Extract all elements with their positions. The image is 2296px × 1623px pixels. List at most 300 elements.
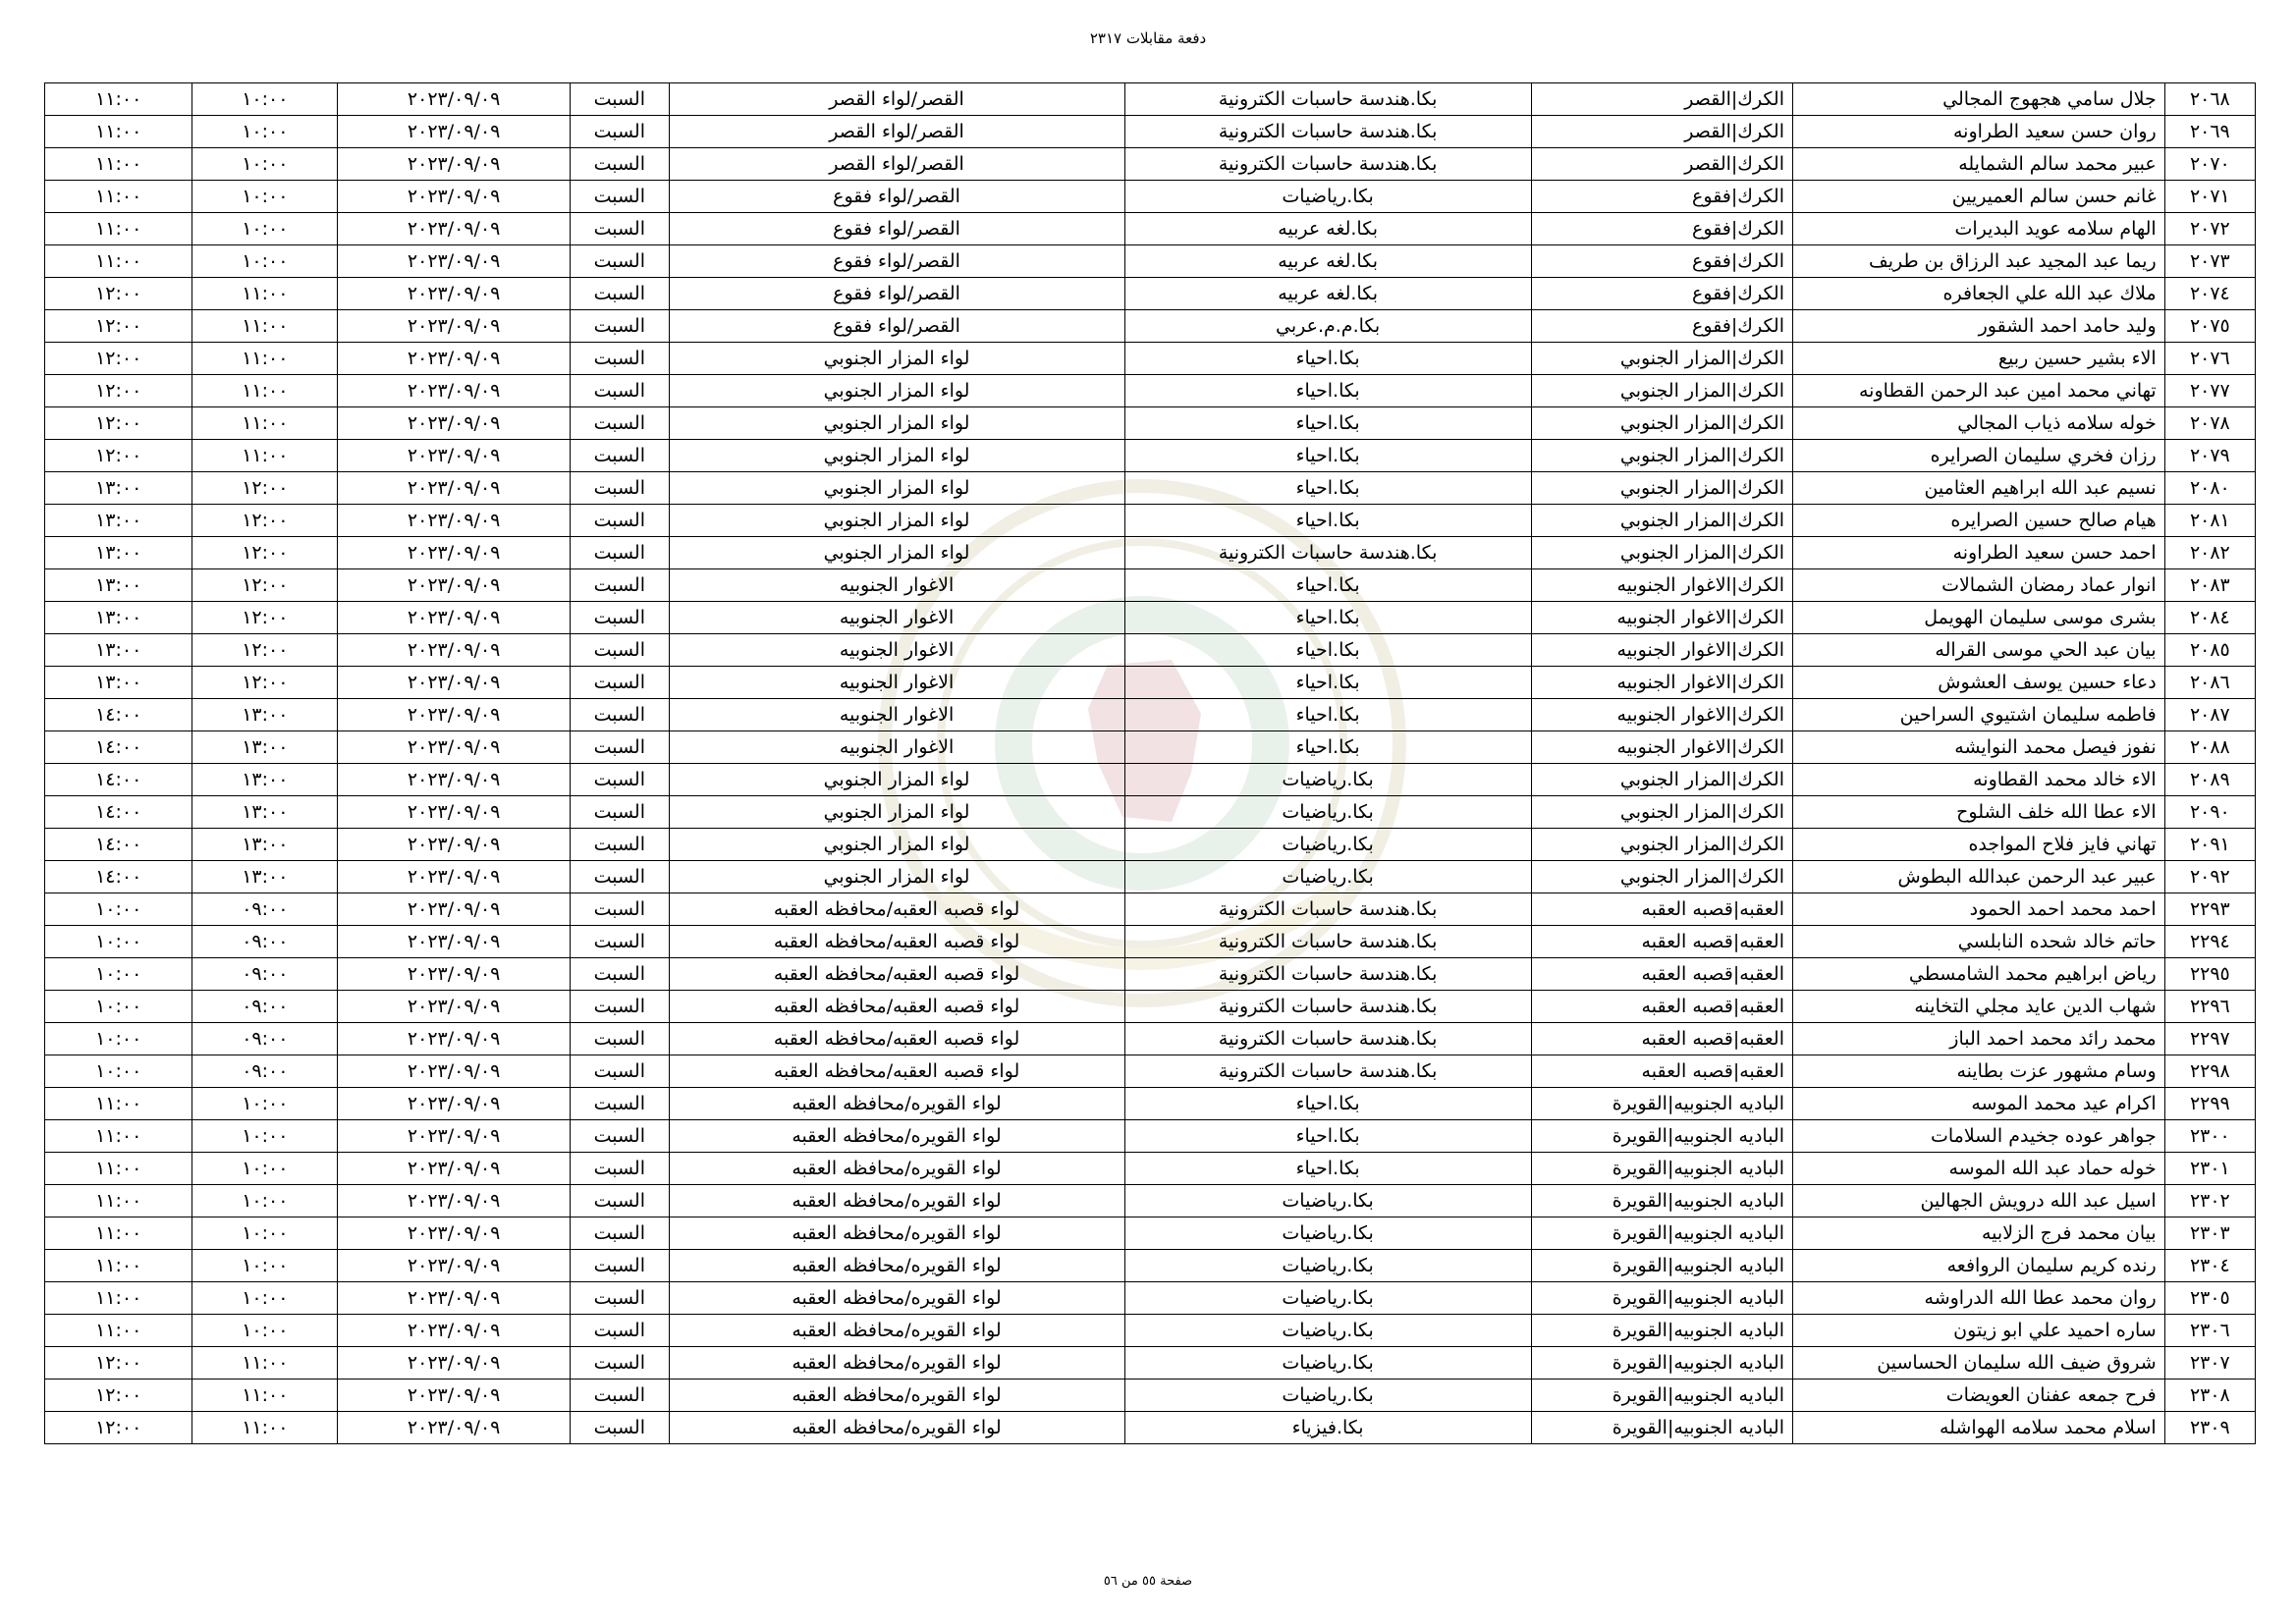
interview-location-cell: لواء القويره/محافظه العقبه bbox=[669, 1153, 1124, 1185]
interview-location-cell: لواء المزار الجنوبي bbox=[669, 375, 1124, 407]
candidate-name-cell: وليد حامد احمد الشقور bbox=[1793, 310, 2165, 343]
end-time-cell: ١٢:٠٠ bbox=[45, 1380, 192, 1412]
major-cell: بكا.رياضيات bbox=[1124, 181, 1531, 213]
end-time-cell: ١٠:٠٠ bbox=[45, 991, 192, 1023]
start-time-cell: ١١:٠٠ bbox=[192, 1380, 338, 1412]
interview-location-cell: لواء القويره/محافظه العقبه bbox=[669, 1250, 1124, 1282]
region-cell: الكرك|المزار الجنوبي bbox=[1531, 407, 1792, 440]
interview-date-cell: ٢٠٢٣/٠٩/٠٩ bbox=[338, 991, 571, 1023]
interview-location-cell: لواء المزار الجنوبي bbox=[669, 829, 1124, 861]
interview-date-cell: ٢٠٢٣/٠٩/٠٩ bbox=[338, 116, 571, 148]
table-row bbox=[45, 991, 2256, 1023]
end-time-cell: ١١:٠٠ bbox=[45, 1088, 192, 1120]
end-time-cell: ١٢:٠٠ bbox=[45, 375, 192, 407]
interview-location-cell: لواء المزار الجنوبي bbox=[669, 343, 1124, 375]
major-cell: بكا.احياء bbox=[1124, 667, 1531, 699]
interview-location-cell: لواء القويره/محافظه العقبه bbox=[669, 1185, 1124, 1217]
interview-date-cell: ٢٠٢٣/٠٩/٠٩ bbox=[338, 1282, 571, 1315]
interview-location-cell: لواء القويره/محافظه العقبه bbox=[669, 1380, 1124, 1412]
interview-day-cell: السبت bbox=[570, 1412, 669, 1444]
major-cell: بكا.هندسة حاسبات الكترونية bbox=[1124, 958, 1531, 991]
region-cell: العقبه|قصبه العقبه bbox=[1531, 1023, 1792, 1055]
row-number-cell: ٢٣٠٣ bbox=[2164, 1217, 2255, 1250]
candidate-name-cell: بشرى موسى سليمان الهويمل bbox=[1793, 602, 2165, 634]
interview-location-cell: الاغوار الجنوبيه bbox=[669, 731, 1124, 764]
row-number-cell: ٢٢٩٥ bbox=[2164, 958, 2255, 991]
interview-date-cell: ٢٠٢٣/٠٩/٠٩ bbox=[338, 764, 571, 796]
interview-date-cell: ٢٠٢٣/٠٩/٠٩ bbox=[338, 1250, 571, 1282]
row-number-cell: ٢٠٧٥ bbox=[2164, 310, 2255, 343]
interview-location-cell: لواء القويره/محافظه العقبه bbox=[669, 1088, 1124, 1120]
start-time-cell: ١١:٠٠ bbox=[192, 440, 338, 472]
interview-date-cell: ٢٠٢٣/٠٩/٠٩ bbox=[338, 440, 571, 472]
candidate-name-cell: تهاني فايز فلاح المواجده bbox=[1793, 829, 2165, 861]
row-number-cell: ٢٣٠٦ bbox=[2164, 1315, 2255, 1347]
table-row bbox=[45, 602, 2256, 634]
table-row bbox=[45, 1153, 2256, 1185]
region-cell: الباديه الجنوبيه|القويرة bbox=[1531, 1282, 1792, 1315]
end-time-cell: ١١:٠٠ bbox=[45, 148, 192, 181]
table-row bbox=[45, 83, 2256, 116]
table-row bbox=[45, 1023, 2256, 1055]
start-time-cell: ١٣:٠٠ bbox=[192, 699, 338, 731]
end-time-cell: ١٣:٠٠ bbox=[45, 602, 192, 634]
interview-day-cell: السبت bbox=[570, 407, 669, 440]
interview-date-cell: ٢٠٢٣/٠٩/٠٩ bbox=[338, 213, 571, 245]
table-row bbox=[45, 343, 2256, 375]
major-cell: بكا.رياضيات bbox=[1124, 1217, 1531, 1250]
table-row bbox=[45, 1250, 2256, 1282]
major-cell: بكا.هندسة حاسبات الكترونية bbox=[1124, 1023, 1531, 1055]
table-row bbox=[45, 278, 2256, 310]
row-number-cell: ٢٣٠٧ bbox=[2164, 1347, 2255, 1380]
interview-date-cell: ٢٠٢٣/٠٩/٠٩ bbox=[338, 569, 571, 602]
region-cell: الباديه الجنوبيه|القويرة bbox=[1531, 1120, 1792, 1153]
major-cell: بكا.رياضيات bbox=[1124, 1185, 1531, 1217]
end-time-cell: ١٤:٠٠ bbox=[45, 796, 192, 829]
candidate-name-cell: فاطمه سليمان اشتيوي السراحين bbox=[1793, 699, 2165, 731]
row-number-cell: ٢٣٠٠ bbox=[2164, 1120, 2255, 1153]
region-cell: العقبه|قصبه العقبه bbox=[1531, 991, 1792, 1023]
interview-day-cell: السبت bbox=[570, 310, 669, 343]
table-body bbox=[45, 83, 2256, 1444]
interview-location-cell: لواء المزار الجنوبي bbox=[669, 861, 1124, 893]
candidate-name-cell: روان محمد عطا الله الدراوشه bbox=[1793, 1282, 2165, 1315]
interview-date-cell: ٢٠٢٣/٠٩/٠٩ bbox=[338, 1055, 571, 1088]
interview-location-cell: القصر/لواء فقوع bbox=[669, 181, 1124, 213]
row-number-cell: ٢٠٧٧ bbox=[2164, 375, 2255, 407]
major-cell: بكا.احياء bbox=[1124, 505, 1531, 537]
interview-location-cell: لواء القويره/محافظه العقبه bbox=[669, 1315, 1124, 1347]
interview-day-cell: السبت bbox=[570, 1282, 669, 1315]
interview-date-cell: ٢٠٢٣/٠٩/٠٩ bbox=[338, 1380, 571, 1412]
candidate-name-cell: الهام سلامه عويد البديرات bbox=[1793, 213, 2165, 245]
region-cell: الباديه الجنوبيه|القويرة bbox=[1531, 1412, 1792, 1444]
interview-date-cell: ٢٠٢٣/٠٩/٠٩ bbox=[338, 1347, 571, 1380]
end-time-cell: ١٢:٠٠ bbox=[45, 407, 192, 440]
major-cell: بكا.رياضيات bbox=[1124, 1347, 1531, 1380]
start-time-cell: ١٠:٠٠ bbox=[192, 1217, 338, 1250]
interview-date-cell: ٢٠٢٣/٠٩/٠٩ bbox=[338, 148, 571, 181]
end-time-cell: ١١:٠٠ bbox=[45, 1217, 192, 1250]
row-number-cell: ٢٠٨٥ bbox=[2164, 634, 2255, 667]
start-time-cell: ١٢:٠٠ bbox=[192, 505, 338, 537]
major-cell: بكا.رياضيات bbox=[1124, 1380, 1531, 1412]
interview-location-cell: القصر/لواء القصر bbox=[669, 148, 1124, 181]
major-cell: بكا.احياء bbox=[1124, 731, 1531, 764]
major-cell: بكا.هندسة حاسبات الكترونية bbox=[1124, 83, 1531, 116]
start-time-cell: ٠٩:٠٠ bbox=[192, 926, 338, 958]
row-number-cell: ٢٠٦٩ bbox=[2164, 116, 2255, 148]
end-time-cell: ١٠:٠٠ bbox=[45, 958, 192, 991]
region-cell: الكرك|المزار الجنوبي bbox=[1531, 472, 1792, 505]
row-number-cell: ٢٣٠٤ bbox=[2164, 1250, 2255, 1282]
interview-date-cell: ٢٠٢٣/٠٩/٠٩ bbox=[338, 602, 571, 634]
row-number-cell: ٢٠٨٢ bbox=[2164, 537, 2255, 569]
region-cell: الكرك|المزار الجنوبي bbox=[1531, 375, 1792, 407]
major-cell: بكا.احياء bbox=[1124, 472, 1531, 505]
major-cell: بكا.رياضيات bbox=[1124, 796, 1531, 829]
interview-day-cell: السبت bbox=[570, 213, 669, 245]
interview-day-cell: السبت bbox=[570, 764, 669, 796]
candidate-name-cell: غانم حسن سالم العميريين bbox=[1793, 181, 2165, 213]
row-number-cell: ٢٠٨٤ bbox=[2164, 602, 2255, 634]
interview-schedule-table bbox=[44, 82, 2256, 1444]
interview-day-cell: السبت bbox=[570, 278, 669, 310]
major-cell: بكا.احياء bbox=[1124, 375, 1531, 407]
end-time-cell: ١١:٠٠ bbox=[45, 245, 192, 278]
region-cell: الكرك|الاغوار الجنوبيه bbox=[1531, 667, 1792, 699]
candidate-name-cell: روان حسن سعيد الطراونه bbox=[1793, 116, 2165, 148]
table-row bbox=[45, 569, 2256, 602]
region-cell: الباديه الجنوبيه|القويرة bbox=[1531, 1088, 1792, 1120]
interview-day-cell: السبت bbox=[570, 893, 669, 926]
start-time-cell: ١٠:٠٠ bbox=[192, 1120, 338, 1153]
major-cell: بكا.لغه عربيه bbox=[1124, 213, 1531, 245]
row-number-cell: ٢٠٦٨ bbox=[2164, 83, 2255, 116]
interview-location-cell: لواء قصبه العقبه/محافظه العقبه bbox=[669, 893, 1124, 926]
region-cell: الكرك|فقوع bbox=[1531, 181, 1792, 213]
interview-location-cell: لواء القويره/محافظه العقبه bbox=[669, 1120, 1124, 1153]
interview-date-cell: ٢٠٢٣/٠٩/٠٩ bbox=[338, 181, 571, 213]
interview-date-cell: ٢٠٢٣/٠٩/٠٩ bbox=[338, 1023, 571, 1055]
start-time-cell: ١٢:٠٠ bbox=[192, 602, 338, 634]
interview-date-cell: ٢٠٢٣/٠٩/٠٩ bbox=[338, 796, 571, 829]
interview-day-cell: السبت bbox=[570, 861, 669, 893]
start-time-cell: ١٠:٠٠ bbox=[192, 1282, 338, 1315]
major-cell: بكا.احياء bbox=[1124, 569, 1531, 602]
interview-location-cell: لواء القويره/محافظه العقبه bbox=[669, 1347, 1124, 1380]
end-time-cell: ١٠:٠٠ bbox=[45, 1055, 192, 1088]
end-time-cell: ١٢:٠٠ bbox=[45, 278, 192, 310]
interview-day-cell: السبت bbox=[570, 699, 669, 731]
row-number-cell: ٢٠٨٣ bbox=[2164, 569, 2255, 602]
interview-location-cell: القصر/لواء فقوع bbox=[669, 245, 1124, 278]
major-cell: بكا.احياء bbox=[1124, 1088, 1531, 1120]
interview-day-cell: السبت bbox=[570, 245, 669, 278]
candidate-name-cell: هيام صالح حسين الصرايره bbox=[1793, 505, 2165, 537]
candidate-name-cell: ملاك عبد الله علي الجعافره bbox=[1793, 278, 2165, 310]
region-cell: الكرك|المزار الجنوبي bbox=[1531, 861, 1792, 893]
major-cell: بكا.فيزياء bbox=[1124, 1412, 1531, 1444]
interview-location-cell: لواء المزار الجنوبي bbox=[669, 407, 1124, 440]
interview-date-cell: ٢٠٢٣/٠٩/٠٩ bbox=[338, 699, 571, 731]
interview-location-cell: القصر/لواء القصر bbox=[669, 116, 1124, 148]
row-number-cell: ٢٠٨٧ bbox=[2164, 699, 2255, 731]
row-number-cell: ٢٠٨٠ bbox=[2164, 472, 2255, 505]
start-time-cell: ١٢:٠٠ bbox=[192, 537, 338, 569]
start-time-cell: ١١:٠٠ bbox=[192, 1347, 338, 1380]
interview-day-cell: السبت bbox=[570, 505, 669, 537]
interview-day-cell: السبت bbox=[570, 829, 669, 861]
end-time-cell: ١٣:٠٠ bbox=[45, 569, 192, 602]
candidate-name-cell: تهاني محمد امين عبد الرحمن القطاونه bbox=[1793, 375, 2165, 407]
region-cell: الكرك|الاغوار الجنوبيه bbox=[1531, 602, 1792, 634]
table-row bbox=[45, 731, 2256, 764]
end-time-cell: ١٢:٠٠ bbox=[45, 310, 192, 343]
region-cell: العقبه|قصبه العقبه bbox=[1531, 958, 1792, 991]
interview-date-cell: ٢٠٢٣/٠٩/٠٩ bbox=[338, 407, 571, 440]
interview-day-cell: السبت bbox=[570, 634, 669, 667]
interview-location-cell: القصر/لواء القصر bbox=[669, 83, 1124, 116]
end-time-cell: ١١:٠٠ bbox=[45, 1185, 192, 1217]
interview-location-cell: القصر/لواء فقوع bbox=[669, 310, 1124, 343]
start-time-cell: ١١:٠٠ bbox=[192, 343, 338, 375]
interview-location-cell: الاغوار الجنوبيه bbox=[669, 602, 1124, 634]
table-row bbox=[45, 829, 2256, 861]
major-cell: بكا.رياضيات bbox=[1124, 829, 1531, 861]
candidate-name-cell: انوار عماد رمضان الشمالات bbox=[1793, 569, 2165, 602]
end-time-cell: ١٣:٠٠ bbox=[45, 537, 192, 569]
end-time-cell: ١١:٠٠ bbox=[45, 1153, 192, 1185]
end-time-cell: ١٠:٠٠ bbox=[45, 1023, 192, 1055]
row-number-cell: ٢٠٧٨ bbox=[2164, 407, 2255, 440]
table-row bbox=[45, 893, 2256, 926]
interview-location-cell: الاغوار الجنوبيه bbox=[669, 569, 1124, 602]
region-cell: الباديه الجنوبيه|القويرة bbox=[1531, 1185, 1792, 1217]
major-cell: بكا.رياضيات bbox=[1124, 861, 1531, 893]
table-row bbox=[45, 181, 2256, 213]
row-number-cell: ٢٠٨١ bbox=[2164, 505, 2255, 537]
interview-location-cell: لواء قصبه العقبه/محافظه العقبه bbox=[669, 958, 1124, 991]
start-time-cell: ١٢:٠٠ bbox=[192, 569, 338, 602]
table-row bbox=[45, 926, 2256, 958]
start-time-cell: ١١:٠٠ bbox=[192, 407, 338, 440]
interview-date-cell: ٢٠٢٣/٠٩/٠٩ bbox=[338, 958, 571, 991]
region-cell: الباديه الجنوبيه|القويرة bbox=[1531, 1153, 1792, 1185]
candidate-name-cell: جلال سامي هجهوج المجالي bbox=[1793, 83, 2165, 116]
interview-day-cell: السبت bbox=[570, 537, 669, 569]
interview-day-cell: السبت bbox=[570, 472, 669, 505]
major-cell: بكا.احياء bbox=[1124, 602, 1531, 634]
row-number-cell: ٢٣٠٨ bbox=[2164, 1380, 2255, 1412]
table-row bbox=[45, 861, 2256, 893]
interview-day-cell: السبت bbox=[570, 1153, 669, 1185]
interview-location-cell: لواء قصبه العقبه/محافظه العقبه bbox=[669, 1055, 1124, 1088]
end-time-cell: ١٤:٠٠ bbox=[45, 829, 192, 861]
interview-location-cell: الاغوار الجنوبيه bbox=[669, 634, 1124, 667]
row-number-cell: ٢٣٠٥ bbox=[2164, 1282, 2255, 1315]
candidate-name-cell: فرح جمعه عفنان العويضات bbox=[1793, 1380, 2165, 1412]
region-cell: الكرك|القصر bbox=[1531, 116, 1792, 148]
region-cell: الكرك|فقوع bbox=[1531, 245, 1792, 278]
interview-location-cell: لواء المزار الجنوبي bbox=[669, 472, 1124, 505]
end-time-cell: ١٤:٠٠ bbox=[45, 699, 192, 731]
table-row bbox=[45, 245, 2256, 278]
region-cell: الكرك|المزار الجنوبي bbox=[1531, 505, 1792, 537]
start-time-cell: ١٣:٠٠ bbox=[192, 796, 338, 829]
table-row bbox=[45, 537, 2256, 569]
table-row bbox=[45, 1282, 2256, 1315]
interview-date-cell: ٢٠٢٣/٠٩/٠٩ bbox=[338, 731, 571, 764]
interview-day-cell: السبت bbox=[570, 375, 669, 407]
interview-day-cell: السبت bbox=[570, 440, 669, 472]
region-cell: الكرك|المزار الجنوبي bbox=[1531, 796, 1792, 829]
interview-location-cell: لواء قصبه العقبه/محافظه العقبه bbox=[669, 926, 1124, 958]
major-cell: بكا.لغه عربيه bbox=[1124, 278, 1531, 310]
interview-day-cell: السبت bbox=[570, 1315, 669, 1347]
interview-date-cell: ٢٠٢٣/٠٩/٠٩ bbox=[338, 278, 571, 310]
interview-date-cell: ٢٠٢٣/٠٩/٠٩ bbox=[338, 1185, 571, 1217]
candidate-name-cell: الاء عطا الله خلف الشلوح bbox=[1793, 796, 2165, 829]
region-cell: الكرك|فقوع bbox=[1531, 278, 1792, 310]
table-row bbox=[45, 1055, 2256, 1088]
interview-day-cell: السبت bbox=[570, 796, 669, 829]
end-time-cell: ١٣:٠٠ bbox=[45, 472, 192, 505]
start-time-cell: ١٢:٠٠ bbox=[192, 634, 338, 667]
interview-day-cell: السبت bbox=[570, 1023, 669, 1055]
start-time-cell: ١٠:٠٠ bbox=[192, 148, 338, 181]
region-cell: الكرك|فقوع bbox=[1531, 310, 1792, 343]
interview-date-cell: ٢٠٢٣/٠٩/٠٩ bbox=[338, 1412, 571, 1444]
end-time-cell: ١٢:٠٠ bbox=[45, 440, 192, 472]
region-cell: الكرك|المزار الجنوبي bbox=[1531, 537, 1792, 569]
interview-location-cell: الاغوار الجنوبيه bbox=[669, 667, 1124, 699]
start-time-cell: ٠٩:٠٠ bbox=[192, 893, 338, 926]
major-cell: بكا.احياء bbox=[1124, 1153, 1531, 1185]
interview-location-cell: لواء المزار الجنوبي bbox=[669, 537, 1124, 569]
interview-date-cell: ٢٠٢٣/٠٩/٠٩ bbox=[338, 861, 571, 893]
interview-date-cell: ٢٠٢٣/٠٩/٠٩ bbox=[338, 505, 571, 537]
region-cell: الكرك|القصر bbox=[1531, 148, 1792, 181]
table-row bbox=[45, 1088, 2256, 1120]
interview-location-cell: لواء المزار الجنوبي bbox=[669, 796, 1124, 829]
table-row bbox=[45, 1185, 2256, 1217]
major-cell: بكا.لغه عربيه bbox=[1124, 245, 1531, 278]
interview-location-cell: القصر/لواء فقوع bbox=[669, 213, 1124, 245]
region-cell: العقبه|قصبه العقبه bbox=[1531, 1055, 1792, 1088]
table-row bbox=[45, 958, 2256, 991]
start-time-cell: ١٠:٠٠ bbox=[192, 181, 338, 213]
region-cell: الكرك|القصر bbox=[1531, 83, 1792, 116]
interview-day-cell: السبت bbox=[570, 116, 669, 148]
row-number-cell: ٢٠٧٩ bbox=[2164, 440, 2255, 472]
row-number-cell: ٢٢٩٣ bbox=[2164, 893, 2255, 926]
interview-day-cell: السبت bbox=[570, 1185, 669, 1217]
table-row bbox=[45, 1347, 2256, 1380]
start-time-cell: ٠٩:٠٠ bbox=[192, 991, 338, 1023]
start-time-cell: ١٠:٠٠ bbox=[192, 1185, 338, 1217]
candidate-name-cell: رنده كريم سليمان الروافعه bbox=[1793, 1250, 2165, 1282]
end-time-cell: ١١:٠٠ bbox=[45, 213, 192, 245]
interview-date-cell: ٢٠٢٣/٠٩/٠٩ bbox=[338, 1120, 571, 1153]
row-number-cell: ٢٠٧٢ bbox=[2164, 213, 2255, 245]
region-cell: الكرك|الاغوار الجنوبيه bbox=[1531, 569, 1792, 602]
interview-day-cell: السبت bbox=[570, 602, 669, 634]
start-time-cell: ١٠:٠٠ bbox=[192, 1250, 338, 1282]
table-row bbox=[45, 667, 2256, 699]
region-cell: الكرك|الاغوار الجنوبيه bbox=[1531, 634, 1792, 667]
page-footer: صفحة ٥٥ من ٥٦ bbox=[1103, 1574, 1193, 1589]
interview-date-cell: ٢٠٢٣/٠٩/٠٩ bbox=[338, 472, 571, 505]
interview-date-cell: ٢٠٢٣/٠٩/٠٩ bbox=[338, 1315, 571, 1347]
candidate-name-cell: احمد حسن سعيد الطراونه bbox=[1793, 537, 2165, 569]
row-number-cell: ٢٢٩٤ bbox=[2164, 926, 2255, 958]
major-cell: بكا.هندسة حاسبات الكترونية bbox=[1124, 537, 1531, 569]
interview-day-cell: السبت bbox=[570, 1088, 669, 1120]
table-row bbox=[45, 1217, 2256, 1250]
start-time-cell: ١٣:٠٠ bbox=[192, 829, 338, 861]
interview-day-cell: السبت bbox=[570, 1120, 669, 1153]
region-cell: الكرك|المزار الجنوبي bbox=[1531, 440, 1792, 472]
start-time-cell: ١٢:٠٠ bbox=[192, 472, 338, 505]
interview-day-cell: السبت bbox=[570, 926, 669, 958]
end-time-cell: ١١:٠٠ bbox=[45, 116, 192, 148]
table-row bbox=[45, 634, 2256, 667]
candidate-name-cell: شروق ضيف الله سليمان الحساسين bbox=[1793, 1347, 2165, 1380]
end-time-cell: ١٢:٠٠ bbox=[45, 1347, 192, 1380]
candidate-name-cell: رزان فخري سليمان الصرايره bbox=[1793, 440, 2165, 472]
candidate-name-cell: اسيل عبد الله درويش الجهالين bbox=[1793, 1185, 2165, 1217]
table-row bbox=[45, 375, 2256, 407]
candidate-name-cell: اسلام محمد سلامه الهواشله bbox=[1793, 1412, 2165, 1444]
start-time-cell: ١٠:٠٠ bbox=[192, 245, 338, 278]
major-cell: بكا.احياء bbox=[1124, 407, 1531, 440]
interview-location-cell: القصر/لواء فقوع bbox=[669, 278, 1124, 310]
interview-location-cell: لواء القويره/محافظه العقبه bbox=[669, 1217, 1124, 1250]
region-cell: الكرك|المزار الجنوبي bbox=[1531, 343, 1792, 375]
interview-date-cell: ٢٠٢٣/٠٩/٠٩ bbox=[338, 893, 571, 926]
table-row bbox=[45, 407, 2256, 440]
candidate-name-cell: بيان عبد الحي موسى القراله bbox=[1793, 634, 2165, 667]
row-number-cell: ٢٠٩٠ bbox=[2164, 796, 2255, 829]
interview-date-cell: ٢٠٢٣/٠٩/٠٩ bbox=[338, 1088, 571, 1120]
candidate-name-cell: محمد رائد محمد احمد الباز bbox=[1793, 1023, 2165, 1055]
interview-day-cell: السبت bbox=[570, 1347, 669, 1380]
interview-location-cell: لواء قصبه العقبه/محافظه العقبه bbox=[669, 991, 1124, 1023]
end-time-cell: ١٢:٠٠ bbox=[45, 1412, 192, 1444]
table-row bbox=[45, 764, 2256, 796]
row-number-cell: ٢٢٩٩ bbox=[2164, 1088, 2255, 1120]
end-time-cell: ١٢:٠٠ bbox=[45, 343, 192, 375]
start-time-cell: ١١:٠٠ bbox=[192, 310, 338, 343]
interview-date-cell: ٢٠٢٣/٠٩/٠٩ bbox=[338, 537, 571, 569]
candidate-name-cell: وسام مشهور عزت بطاينه bbox=[1793, 1055, 2165, 1088]
interview-day-cell: السبت bbox=[570, 569, 669, 602]
start-time-cell: ١٠:٠٠ bbox=[192, 213, 338, 245]
start-time-cell: ١١:٠٠ bbox=[192, 1412, 338, 1444]
row-number-cell: ٢٠٧٣ bbox=[2164, 245, 2255, 278]
major-cell: بكا.هندسة حاسبات الكترونية bbox=[1124, 116, 1531, 148]
interview-date-cell: ٢٠٢٣/٠٩/٠٩ bbox=[338, 926, 571, 958]
candidate-name-cell: ساره احميد علي ابو زيتون bbox=[1793, 1315, 2165, 1347]
row-number-cell: ٢٢٩٧ bbox=[2164, 1023, 2255, 1055]
interview-date-cell: ٢٠٢٣/٠٩/٠٩ bbox=[338, 375, 571, 407]
interview-location-cell: لواء المزار الجنوبي bbox=[669, 440, 1124, 472]
interview-day-cell: السبت bbox=[570, 343, 669, 375]
interview-date-cell: ٢٠٢٣/٠٩/٠٩ bbox=[338, 1153, 571, 1185]
major-cell: بكا.رياضيات bbox=[1124, 1250, 1531, 1282]
